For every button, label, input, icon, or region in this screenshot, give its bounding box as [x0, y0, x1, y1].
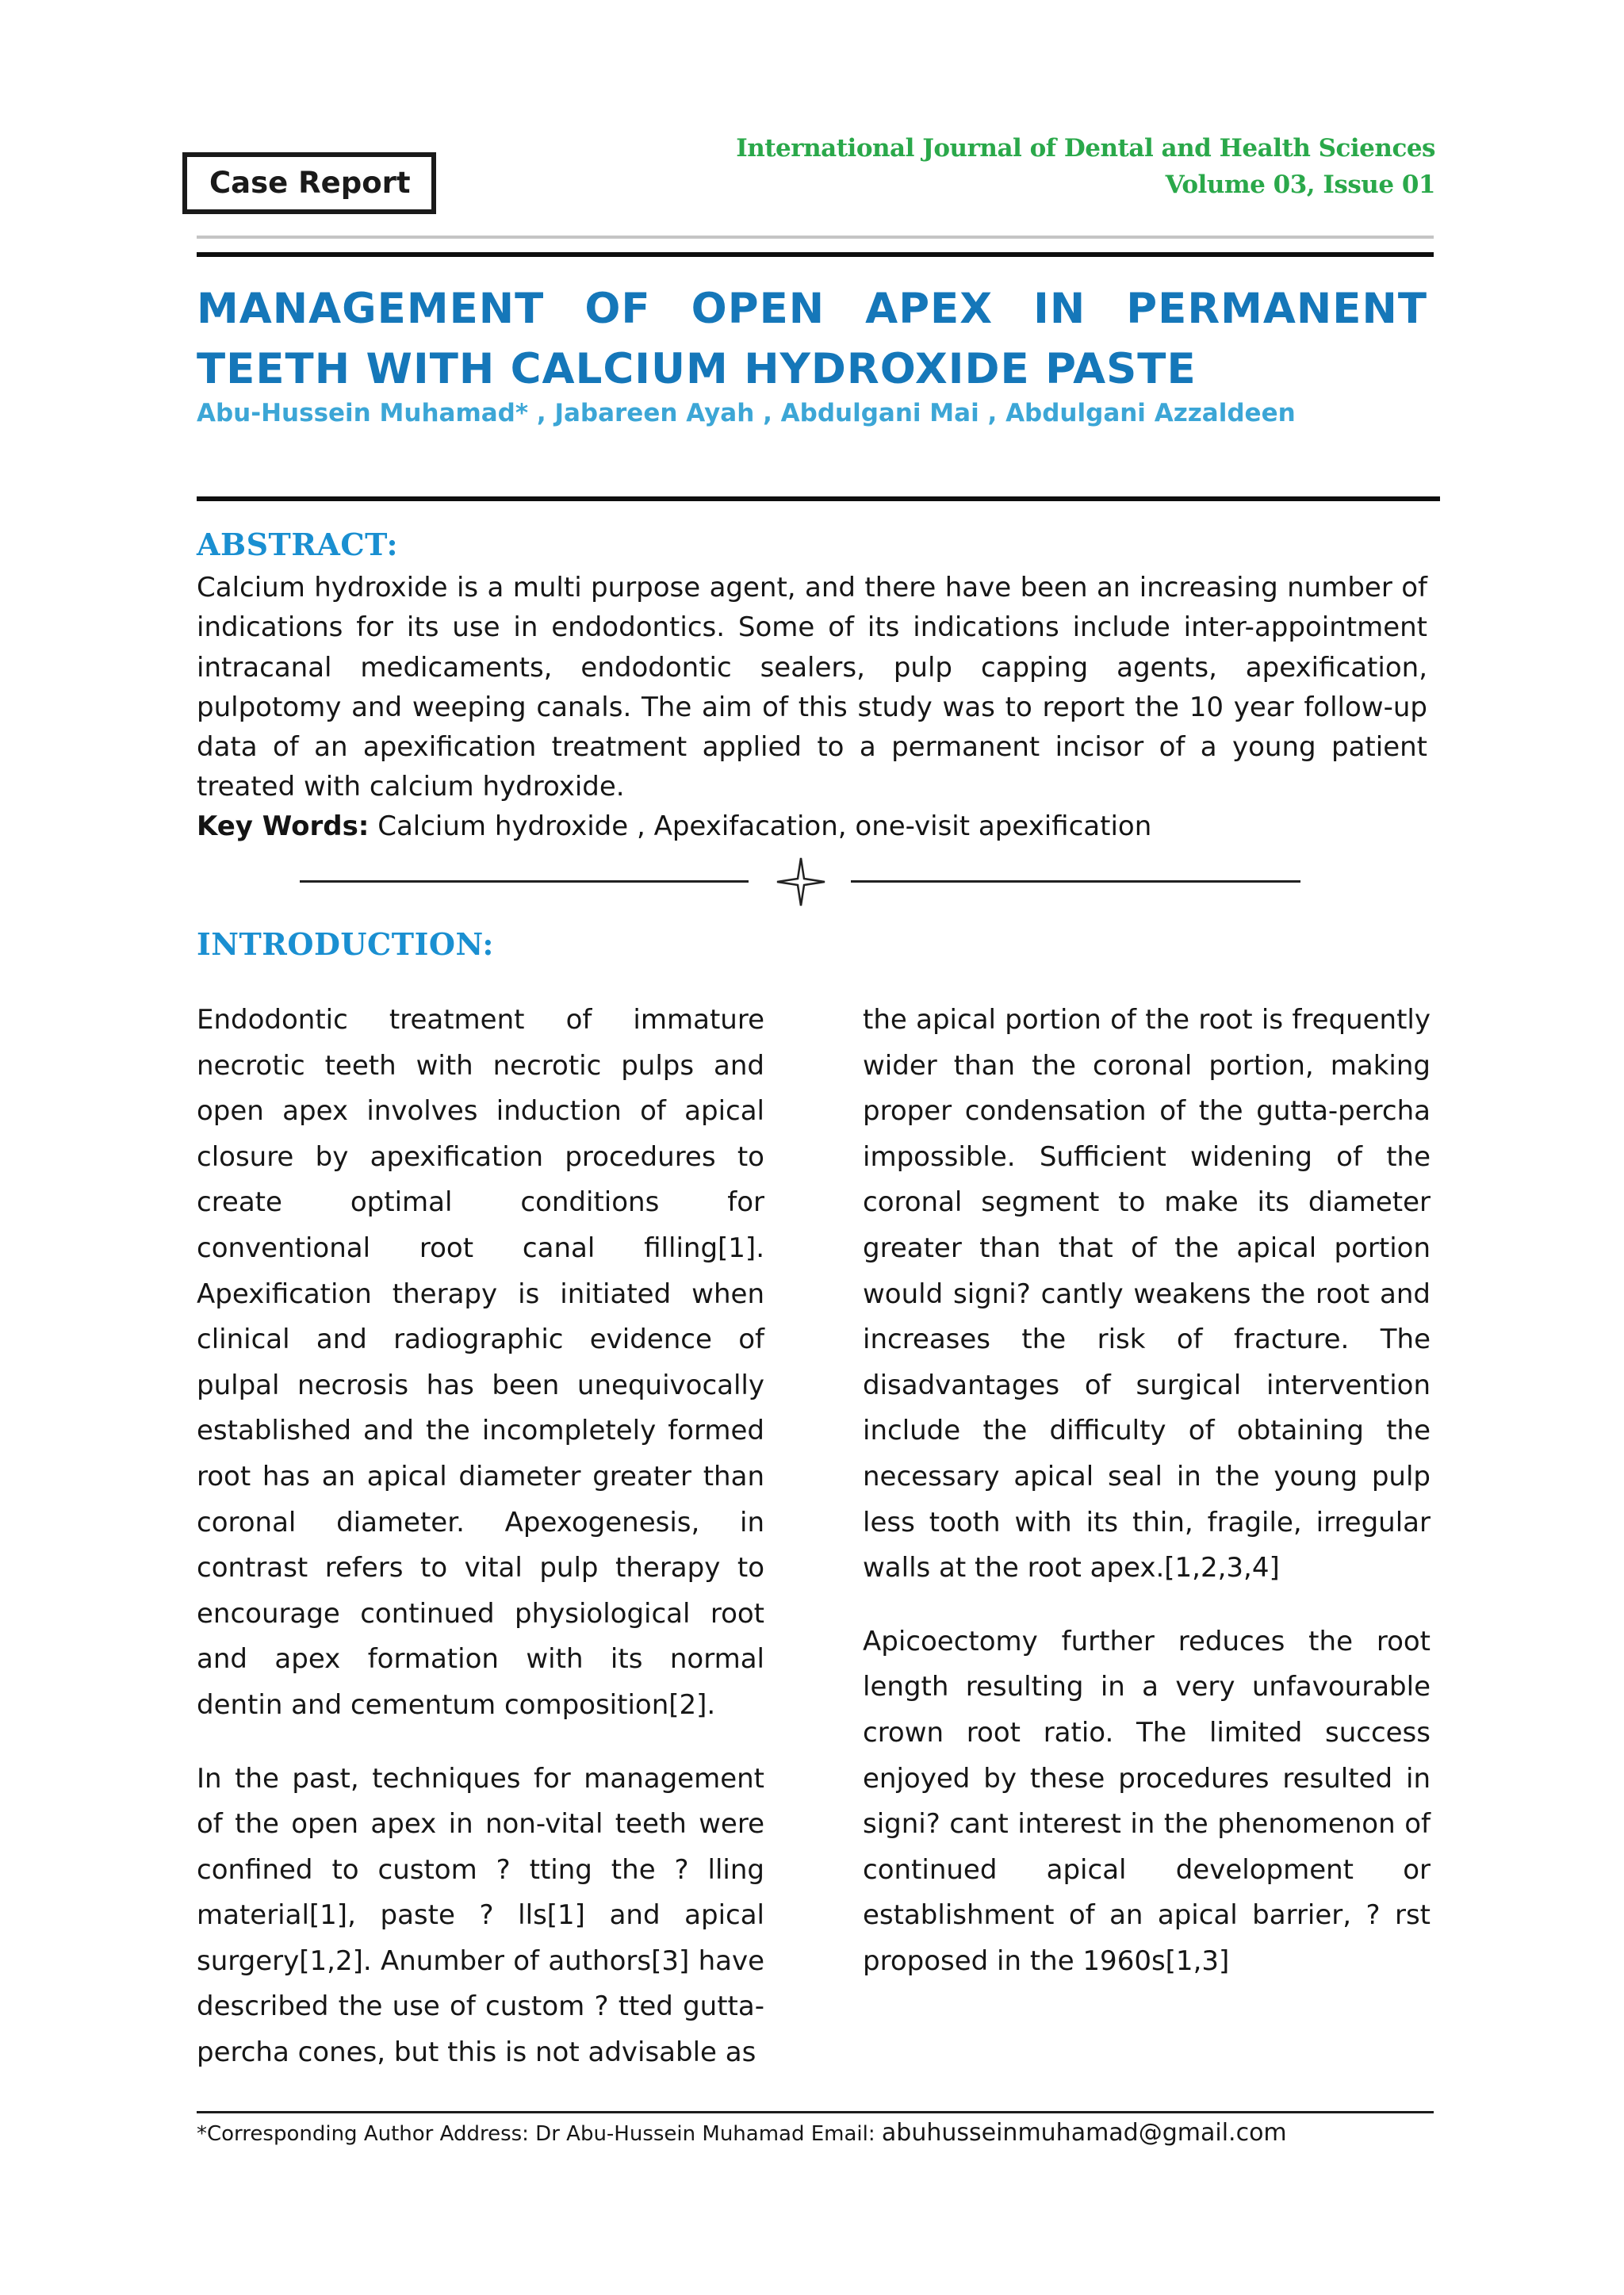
abstract-heading: ABSTRACT: — [197, 527, 399, 562]
journal-volume: Volume 03, Issue 01 — [1165, 170, 1435, 199]
corresponding-author-footnote — [197, 2117, 1287, 2150]
header-rule — [197, 236, 1434, 239]
intro-right-column — [863, 998, 1431, 2012]
journal-info — [736, 130, 1435, 203]
intro-paragraph: In the past, techniques for management of the open apex in non-vital teeth were confined to custom ? tting the ? lling material[1], paste ? lls[1] and apical surgery[1,2]. Anumber of authors[3] have described the use of custom ? tted gutta-percha cones, but this is not advisable as — [197, 1762, 764, 2069]
title-line-1: MANAGEMENT OF OPEN APEX IN PERMANENT — [197, 285, 1427, 333]
abstract-text: Calcium hydroxide is a multi purpose agent, and there have been an increasing number of indications for its use in endodontics. Some of its indications include inter-appointment intracanal medicaments, endodontic sealers, pulp capping agents, apexification, pulpotomy and weeping canals. The aim of this study was to report the 10 year follow-up data of an apexification treatment applied to a permanent incisor of a young patient treated with calcium hydroxide. — [197, 572, 1427, 803]
four-point-star-icon — [776, 856, 826, 907]
title-top-rule — [197, 252, 1434, 257]
case-report-label: Case Report — [182, 152, 436, 214]
keywords-value: Calcium hydroxide , Apexifacation, one-visit apexification — [369, 810, 1152, 842]
footnote-text: *Corresponding Author Address: Dr Abu-Hussein Muhamad Email: — [197, 2122, 882, 2146]
title-bottom-rule — [197, 496, 1440, 501]
introduction-heading: INTRODUCTION: — [197, 926, 494, 962]
divider-line-left — [300, 880, 749, 883]
intro-left-column — [197, 998, 764, 2104]
keywords — [197, 807, 1434, 846]
intro-paragraph: Endodontic treatment of immature necrotic teeth with necrotic pulps and open apex involves induction of apical closure by apexification procedures to create optimal conditions for conventional root canal filling[1]. Apexification therapy is initiated when clinical and radiographic evidence of pulpal necrosis has been unequivocally established and the incompletely formed root has an apical diameter greater than coronal diameter. Apexogenesis, in contrast refers to vital pulp therapy to encourage continued physiological root and apex formation with its normal dentin and cementum composition[2]. — [197, 1004, 764, 1721]
author-list: Abu-Hussein Muhamad* , Jabareen Ayah , Abdulgani Mai , Abdulgani Azzaldeen — [197, 399, 1296, 427]
keywords-label: Key Words: — [197, 810, 370, 842]
footnote-rule — [197, 2111, 1434, 2113]
intro-paragraph: the apical portion of the root is frequently wider than the coronal portion, making proper condensation of the gutta-percha impossible. Sufficient widening of the coronal segment to make its diameter greater than that of the apical portion would signi? cantly weakens the root and increases the risk of fracture. The disadvantages of surgical intervention include the difficulty of obtaining the necessary apical seal in the young pulp less tooth with its thin, fragile, irregular walls at the root apex.[1,2,3,4] — [863, 1004, 1431, 1584]
article-title — [197, 279, 1427, 400]
intro-paragraph: Apicoectomy further reduces the root length resulting in a very unfavourable crown root ratio. The limited success enjoyed by these procedures resulted in signi? cant interest in the phenomenon of continued apical development or establishment of an apical barrier, ? rst proposed in the 1960s[1,3] — [863, 1625, 1431, 1977]
author-email: abuhusseinmuhamad@gmail.com — [881, 2119, 1287, 2147]
journal-name: International Journal of Dental and Health Sciences — [736, 134, 1435, 163]
title-line-2: TEETH WITH CALCIUM HYDROXIDE PASTE — [197, 345, 1197, 393]
divider-line-right — [851, 880, 1300, 883]
